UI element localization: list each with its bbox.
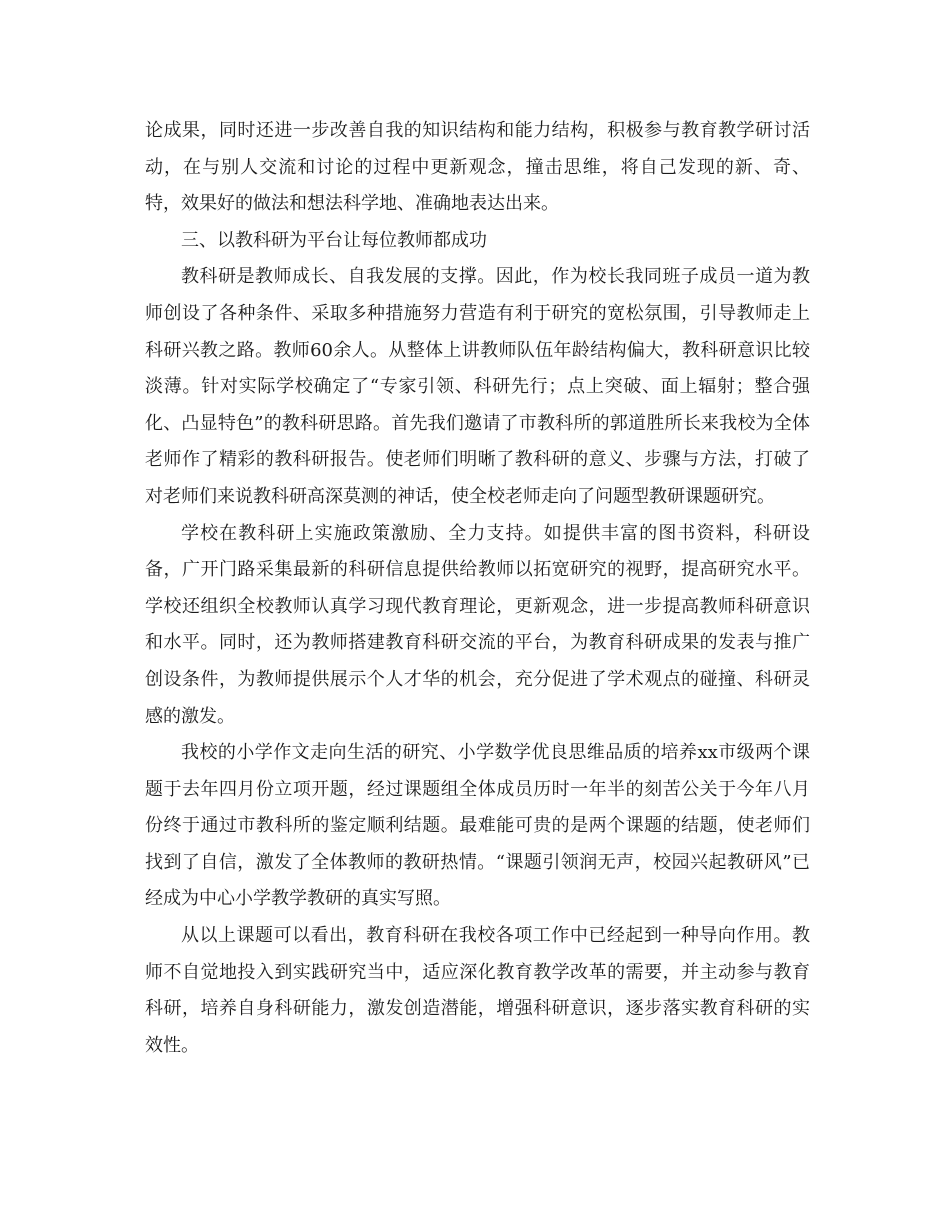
document-page	[145, 113, 810, 1064]
paragraph-2: 教科研是教师成长、自我发展的支撑。因此，作为校长我同班子成员一道为教师创设了各种条件、采取多种措施努力营造有利于研究的宽松氛围，引导教师走上科研兴教之路。教师60余人。从整体上讲教师队伍年龄结构偏大，教科研意识比较淡薄。针对实际学校确定了“专家引领、科研先行；点上突破、面上辐射；整合强化、凸显特色”的教科研思路。首先我们邀请了市教科所的郭道胜所长来我校为全体老师作了精彩的教科研报告。使老师们明晰了教科研的意义、步骤与方法，打破了对老师们来说教科研高深莫测的神话，使全校老师走向了问题型教研课题研究。	[145, 266, 810, 507]
paragraph-5: 从以上课题可以看出，教育科研在我校各项工作中已经起到一种导向作用。教师不自觉地投入到实践研究当中，适应深化教育教学改革的需要，并主动参与教育科研，培养自身科研能力，激发创造潜能，增强科研意识，逐步落实教育科研的实效性。	[145, 925, 810, 1056]
section-heading-3: 三、以教科研为平台让每位教师都成功	[181, 229, 487, 251]
paragraph-4: 我校的小学作文走向生活的研究、小学数学优良思维品质的培养xx市级两个课题于去年四月份立项开题，经过课题组全体成员历时一年半的刻苦公关于今年八月份终于通过市教科所的鉴定顺利结题。最难能可贵的是两个课题的结题，使老师们找到了自信，激发了全体教师的教研热情。“课题引领润无声，校园兴起教研风”已经成为中心小学教学教研的真实写照。	[145, 742, 810, 910]
paragraph-3: 学校在教科研上实施政策激励、全力支持。如提供丰富的图书资料，科研设备，广开门路采集最新的科研信息提供给教师以拓宽研究的视野，提高研究水平。学校还组织全校教师认真学习现代教育理论，更新观念，进一步提高教师科研意识和水平。同时，还为教师搭建教育科研交流的平台，为教育科研成果的发表与推广创设条件，为教师提供展示个人才华的机会，充分促进了学术观点的碰撞、科研灵感的激发。	[145, 522, 810, 727]
paragraph-1: 论成果，同时还进一步改善自我的知识结构和能力结构，积极参与教育教学研讨活动，在与别人交流和讨论的过程中更新观念，撞击思维，将自己发现的新、奇、特，效果好的做法和想法科学地、准确地表达出来。	[145, 120, 810, 215]
